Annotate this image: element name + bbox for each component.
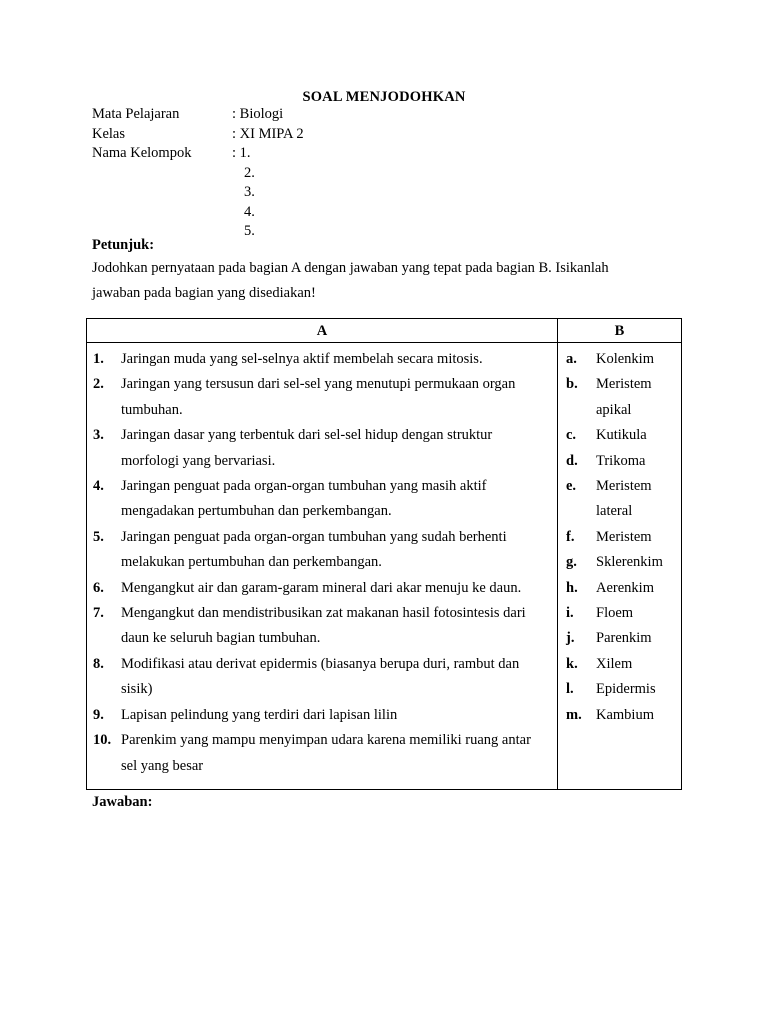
list-item: [87, 423, 557, 474]
list-item: [558, 703, 681, 728]
list-item-marker: c.: [566, 427, 577, 444]
list-item: [558, 474, 681, 525]
list-item: [558, 626, 681, 651]
list-item: [87, 525, 557, 576]
list-item-marker: k.: [566, 655, 578, 672]
list-item-text: Jaringan penguat pada organ-organ tumbuhan yang sudah berhenti melakukan pertumbuhan dan perkembangan.: [121, 528, 507, 571]
list-item-text: Meristem: [596, 528, 652, 545]
metadata-row: [92, 144, 652, 164]
list-item: [558, 347, 681, 372]
list-item-text: Jaringan muda yang sel-selnya aktif membelah secara mitosis.: [121, 351, 483, 367]
list-item-marker: b.: [566, 376, 578, 393]
list-item-marker: 5.: [93, 528, 104, 545]
metadata-label: Mata Pelajaran: [92, 106, 180, 122]
list-item-marker: i.: [566, 605, 574, 622]
page-title: SOAL MENJODOHKAN: [302, 89, 466, 105]
group-member-slot: 3.: [244, 184, 255, 200]
list-item-text: Parenkim: [596, 630, 652, 647]
metadata-label: Kelas: [92, 125, 126, 142]
list-item: [87, 601, 557, 652]
list-item-text: Kolenkim: [596, 351, 654, 367]
metadata-row: [92, 105, 652, 125]
list-item-marker: 10.: [93, 732, 112, 749]
list-item: [87, 372, 557, 423]
list-item: [558, 423, 681, 448]
list-item-text: Mengangkut air dan garam-garam mineral dari akar menuju ke daun.: [121, 579, 522, 596]
list-item: [87, 728, 557, 779]
metadata-value: : Biologi: [232, 106, 284, 122]
list-item-marker: f.: [566, 528, 575, 545]
metadata-label: Nama Kelompok: [92, 145, 192, 161]
list-item: [558, 601, 681, 626]
list-item: [558, 449, 681, 474]
list-item-marker: 7.: [93, 605, 104, 622]
list-item-marker: g.: [566, 554, 577, 571]
group-member-slot: 5.: [244, 223, 255, 239]
list-item-text: Kambium: [596, 706, 654, 723]
document-metadata: [92, 105, 652, 242]
list-item-marker: 6.: [93, 579, 104, 596]
list-item-text: Lapisan pelindung yang terdiri dari lapisan lilin: [121, 706, 398, 723]
list-item-text: Jaringan yang tersusun dari sel-sel yang menutupi permukaan organ tumbuhan.: [121, 376, 516, 418]
instructions-body: Jodohkan pernyataan pada bagian A dengan jawaban yang tepat pada bagian B. Isikanlah jawaban pada bagian yang disediakan!: [92, 260, 609, 301]
list-item-marker: j.: [566, 630, 575, 647]
list-item-text: Aerenkim: [596, 579, 654, 596]
list-item-text: Epidermis: [596, 681, 656, 698]
list-item: [87, 652, 557, 703]
list-item-text: Jaringan dasar yang terbentuk dari sel-sel hidup dengan struktur morfologi yang bervariasi.: [121, 427, 493, 469]
list-item-marker: 3.: [93, 427, 104, 444]
list-item-marker: d.: [566, 452, 578, 469]
list-item-text: Modifikasi atau derivat epidermis (biasanya berupa duri, rambut dan sisik): [121, 655, 520, 698]
list-item-marker: e.: [566, 478, 577, 495]
list-item-marker: a.: [566, 351, 577, 367]
list-item-text: Sklerenkim: [596, 554, 663, 571]
list-item-marker: 8.: [93, 655, 104, 672]
list-item: [558, 550, 681, 575]
list-item: [87, 347, 557, 372]
list-item: [87, 703, 557, 728]
list-item-text: Meristem lateral: [596, 478, 652, 520]
list-item-text: Parenkim yang mampu menyimpan udara karena memiliki ruang antar sel yang besar: [121, 732, 531, 774]
list-item-marker: m.: [566, 706, 582, 723]
column-a-header: A: [87, 319, 557, 343]
column-b-header: B: [558, 319, 681, 343]
list-item-text: Meristem apikal: [596, 376, 652, 418]
metadata-value: : XI MIPA 2: [232, 125, 304, 142]
list-item: [558, 576, 681, 601]
list-item: [558, 372, 681, 423]
table-column-a: [87, 319, 558, 789]
list-item: [87, 474, 557, 525]
list-item: [558, 525, 681, 550]
list-item-text: Mengangkut dan mendistribusikan zat makanan hasil fotosintesis dari daun ke seluruh bagian tumbuhan.: [121, 605, 526, 647]
list-item-marker: 1.: [93, 351, 104, 367]
list-item-text: Trikoma: [596, 452, 646, 469]
list-item-text: Kutikula: [596, 427, 647, 444]
answer-heading: Jawaban:: [92, 794, 153, 810]
list-item-marker: 2.: [93, 376, 104, 393]
matching-table: [86, 318, 682, 790]
list-item: [558, 677, 681, 702]
list-item-text: Floem: [596, 605, 634, 622]
list-item-text: Jaringan penguat pada organ-organ tumbuhan yang masih aktif mengadakan pertumbuhan dan perkembangan.: [121, 478, 487, 520]
group-member-slot: 2.: [244, 164, 255, 181]
list-item: [558, 652, 681, 677]
list-item-marker: h.: [566, 579, 578, 596]
table-column-b: [558, 319, 681, 789]
column-b-items: [558, 343, 681, 738]
group-member-slot: 4.: [244, 203, 255, 220]
list-item-marker: l.: [566, 681, 574, 698]
instructions-heading: Petunjuk:: [92, 237, 155, 253]
metadata-row: [92, 125, 652, 145]
list-item: [87, 576, 557, 601]
metadata-value: : 1.: [232, 145, 251, 161]
list-item-marker: 9.: [93, 706, 104, 723]
list-item-marker: 4.: [93, 478, 104, 495]
list-item-text: Xilem: [596, 655, 633, 672]
column-a-items: [87, 343, 557, 789]
